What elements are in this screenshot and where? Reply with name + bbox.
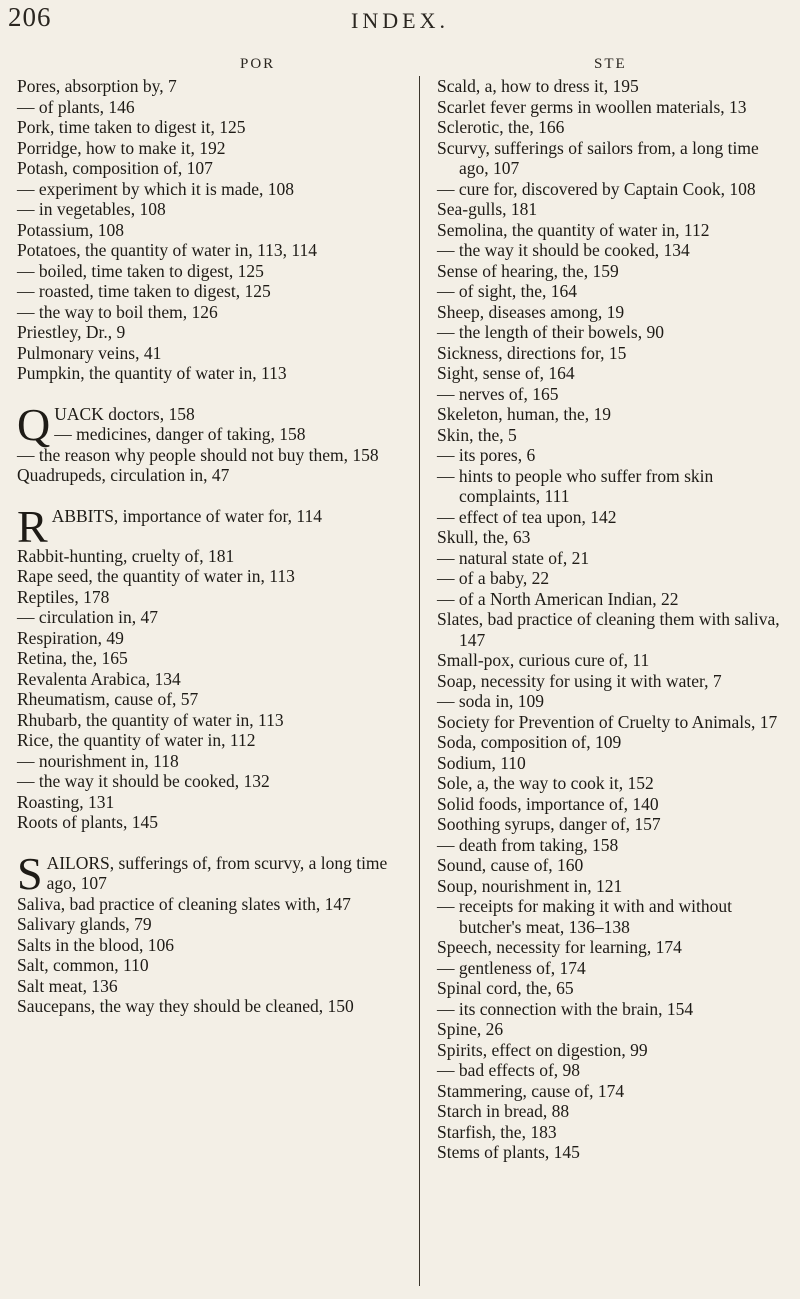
index-entry: Reptiles, 178 bbox=[17, 586, 110, 607]
drop-cap-letter: Q bbox=[17, 398, 51, 450]
index-entry: Rabbit-hunting, cruelty of, 181 bbox=[17, 545, 235, 566]
index-entry-text: AILORS, sufferings of, from scurvy, a long time ago, 107 bbox=[46, 852, 388, 893]
index-entry: Rhubarb, the quantity of water in, 113 bbox=[17, 709, 284, 730]
index-entry: Rheumatism, cause of, 57 bbox=[17, 689, 199, 709]
index-group-q bbox=[17, 398, 402, 486]
index-entry: — nerves of, 165 bbox=[437, 383, 559, 404]
index-entry-dropcap bbox=[17, 847, 402, 899]
index-entry: — of plants, 146 bbox=[17, 96, 135, 117]
index-entry: Starch in bread, 88 bbox=[437, 1101, 570, 1121]
drop-cap-letter: S bbox=[17, 847, 43, 899]
index-entry: — its connection with the brain, 154 bbox=[437, 998, 694, 1019]
index-entry: Porridge, how to make it, 192 bbox=[17, 137, 226, 158]
index-entry: Soap, necessity for using it with water, 7 bbox=[437, 670, 722, 691]
index-column-right bbox=[437, 76, 785, 1163]
index-entry-text: UACK doctors, 158 — medicines, danger of taking, 158 bbox=[54, 403, 306, 444]
index-entry: Slates, bad practice of cleaning them with saliva, 147 bbox=[437, 609, 780, 650]
index-entry: Sea-gulls, 181 bbox=[437, 199, 538, 219]
page-number: 206 bbox=[8, 2, 52, 32]
index-entry: Soothing syrups, danger of, 157 bbox=[437, 814, 661, 834]
index-group-r bbox=[17, 500, 402, 833]
index-entry: Skin, the, 5 bbox=[437, 424, 517, 445]
index-entry: Respiration, 49 bbox=[17, 627, 124, 648]
drop-cap-letter: R bbox=[17, 500, 48, 552]
index-entry: Sodium, 110 bbox=[437, 752, 526, 773]
column-divider bbox=[419, 76, 420, 1286]
index-entry: — roasted, time taken to digest, 125 bbox=[17, 281, 271, 301]
index-entry: — cure for, discovered by Captain Cook, 108 bbox=[437, 178, 756, 199]
index-entry: Rice, the quantity of water in, 112 bbox=[17, 730, 256, 750]
index-entry: — effect of tea upon, 142 bbox=[437, 506, 617, 527]
index-entry: — the way it should be cooked, 134 bbox=[437, 240, 690, 260]
index-entry: Potassium, 108 bbox=[17, 219, 124, 240]
index-entry: Skull, the, 63 bbox=[437, 527, 531, 547]
index-entry: — its pores, 6 bbox=[437, 445, 536, 465]
index-entry: Retina, the, 165 bbox=[17, 648, 128, 668]
index-group-s bbox=[17, 847, 402, 1017]
index-entry: Spinal cord, the, 65 bbox=[437, 978, 574, 998]
index-entry: — death from taking, 158 bbox=[437, 834, 619, 855]
index-entry: Spirits, effect on digestion, 99 bbox=[437, 1039, 648, 1060]
index-column-left bbox=[17, 76, 402, 1017]
index-entry: — boiled, time taken to digest, 125 bbox=[17, 260, 264, 281]
index-entry: Revalenta Arabica, 134 bbox=[17, 668, 181, 689]
index-entry: — the length of their bowels, 90 bbox=[437, 322, 664, 342]
index-group-p bbox=[17, 76, 402, 384]
index-entry: — in vegetables, 108 bbox=[17, 199, 166, 219]
index-entry: Saucepans, the way they should be cleaned, 150 bbox=[17, 996, 354, 1016]
index-entry: Salts in the blood, 106 bbox=[17, 934, 175, 955]
index-entry: Pulmonary veins, 41 bbox=[17, 342, 162, 363]
index-entry-dropcap bbox=[17, 500, 402, 552]
index-entry: Sickness, directions for, 15 bbox=[437, 342, 627, 363]
index-entry: — nourishment in, 118 bbox=[17, 750, 179, 771]
index-entry-text: ABBITS, importance of water for, 114 bbox=[51, 505, 323, 526]
index-entry: Rape seed, the quantity of water in, 113 bbox=[17, 566, 295, 586]
index-entry: — receipts for making it with and without butcher's meat, 136–138 bbox=[437, 896, 733, 937]
index-entry: Sheep, diseases among, 19 bbox=[437, 301, 625, 322]
index-entry: Pork, time taken to digest it, 125 bbox=[17, 117, 246, 137]
index-entry: — of a baby, 22 bbox=[437, 568, 550, 588]
index-entry: Salivary glands, 79 bbox=[17, 914, 152, 934]
index-entry: — circulation in, 47 bbox=[17, 607, 158, 627]
index-entry: — soda in, 109 bbox=[437, 691, 544, 711]
catchword-left: POR bbox=[240, 56, 276, 72]
index-entry: Scurvy, sufferings of sailors from, a long time ago, 107 bbox=[437, 137, 759, 178]
index-entry: Small-pox, curious cure of, 11 bbox=[437, 650, 650, 670]
index-entry: Spine, 26 bbox=[437, 1019, 504, 1039]
index-entry: Scarlet fever germs in woollen materials, 13 bbox=[437, 96, 747, 117]
index-entry: Sight, sense of, 164 bbox=[437, 363, 575, 383]
index-entry: Stammering, cause of, 174 bbox=[437, 1080, 625, 1101]
index-entry: Skeleton, human, the, 19 bbox=[437, 404, 612, 424]
index-entry: — the way to boil them, 126 bbox=[17, 301, 218, 322]
catchword-right: STE bbox=[594, 56, 627, 72]
index-entry: Sound, cause of, 160 bbox=[437, 855, 584, 875]
index-entry: — gentleness of, 174 bbox=[437, 957, 586, 978]
index-entry: Roasting, 131 bbox=[17, 791, 115, 812]
index-entry-dropcap bbox=[17, 398, 402, 450]
index-entry: Quadrupeds, circulation in, 47 bbox=[17, 465, 230, 485]
index-entry: — of sight, the, 164 bbox=[437, 281, 577, 301]
index-entry: Roots of plants, 145 bbox=[17, 812, 158, 832]
index-entry: Soda, composition of, 109 bbox=[437, 732, 622, 752]
index-entry: Scald, a, how to dress it, 195 bbox=[437, 76, 639, 96]
index-entry: — natural state of, 21 bbox=[437, 547, 590, 568]
index-entry: — the reason why people should not buy them, 158 bbox=[17, 444, 379, 465]
index-entry: Salt meat, 136 bbox=[17, 975, 118, 996]
index-entry: — of a North American Indian, 22 bbox=[437, 588, 679, 609]
index-entry: — hints to people who suffer from skin complaints, 111 bbox=[437, 465, 714, 506]
index-entry: Sense of hearing, the, 159 bbox=[437, 260, 619, 281]
index-entry: Pumpkin, the quantity of water in, 113 bbox=[17, 363, 287, 383]
running-head: INDEX. bbox=[351, 8, 449, 33]
index-entry: — the way it should be cooked, 132 bbox=[17, 771, 270, 791]
index-entry: Soup, nourishment in, 121 bbox=[437, 875, 623, 896]
index-entry: Pores, absorption by, 7 bbox=[17, 76, 177, 96]
index-entry: Saliva, bad practice of cleaning slates with, 147 bbox=[17, 893, 351, 914]
index-entry: Sole, a, the way to cook it, 152 bbox=[437, 773, 654, 793]
index-entry: Priestley, Dr., 9 bbox=[17, 322, 126, 342]
index-entry: Salt, common, 110 bbox=[17, 955, 149, 975]
index-entry: Solid foods, importance of, 140 bbox=[437, 793, 659, 814]
index-entry: Speech, necessity for learning, 174 bbox=[437, 937, 682, 957]
index-entry: Potatoes, the quantity of water in, 113, 114 bbox=[17, 240, 318, 260]
index-entry: — experiment by which it is made, 108 bbox=[17, 178, 295, 199]
index-entry: Sclerotic, the, 166 bbox=[437, 117, 565, 137]
index-entry: Starfish, the, 183 bbox=[437, 1121, 557, 1142]
index-entry: — bad effects of, 98 bbox=[437, 1060, 581, 1080]
index-entry: Semolina, the quantity of water in, 112 bbox=[437, 219, 710, 240]
index-entry: Society for Prevention of Cruelty to Animals, 17 bbox=[437, 711, 778, 732]
index-entry: Potash, composition of, 107 bbox=[17, 158, 213, 178]
index-entry: Stems of plants, 145 bbox=[437, 1142, 580, 1162]
